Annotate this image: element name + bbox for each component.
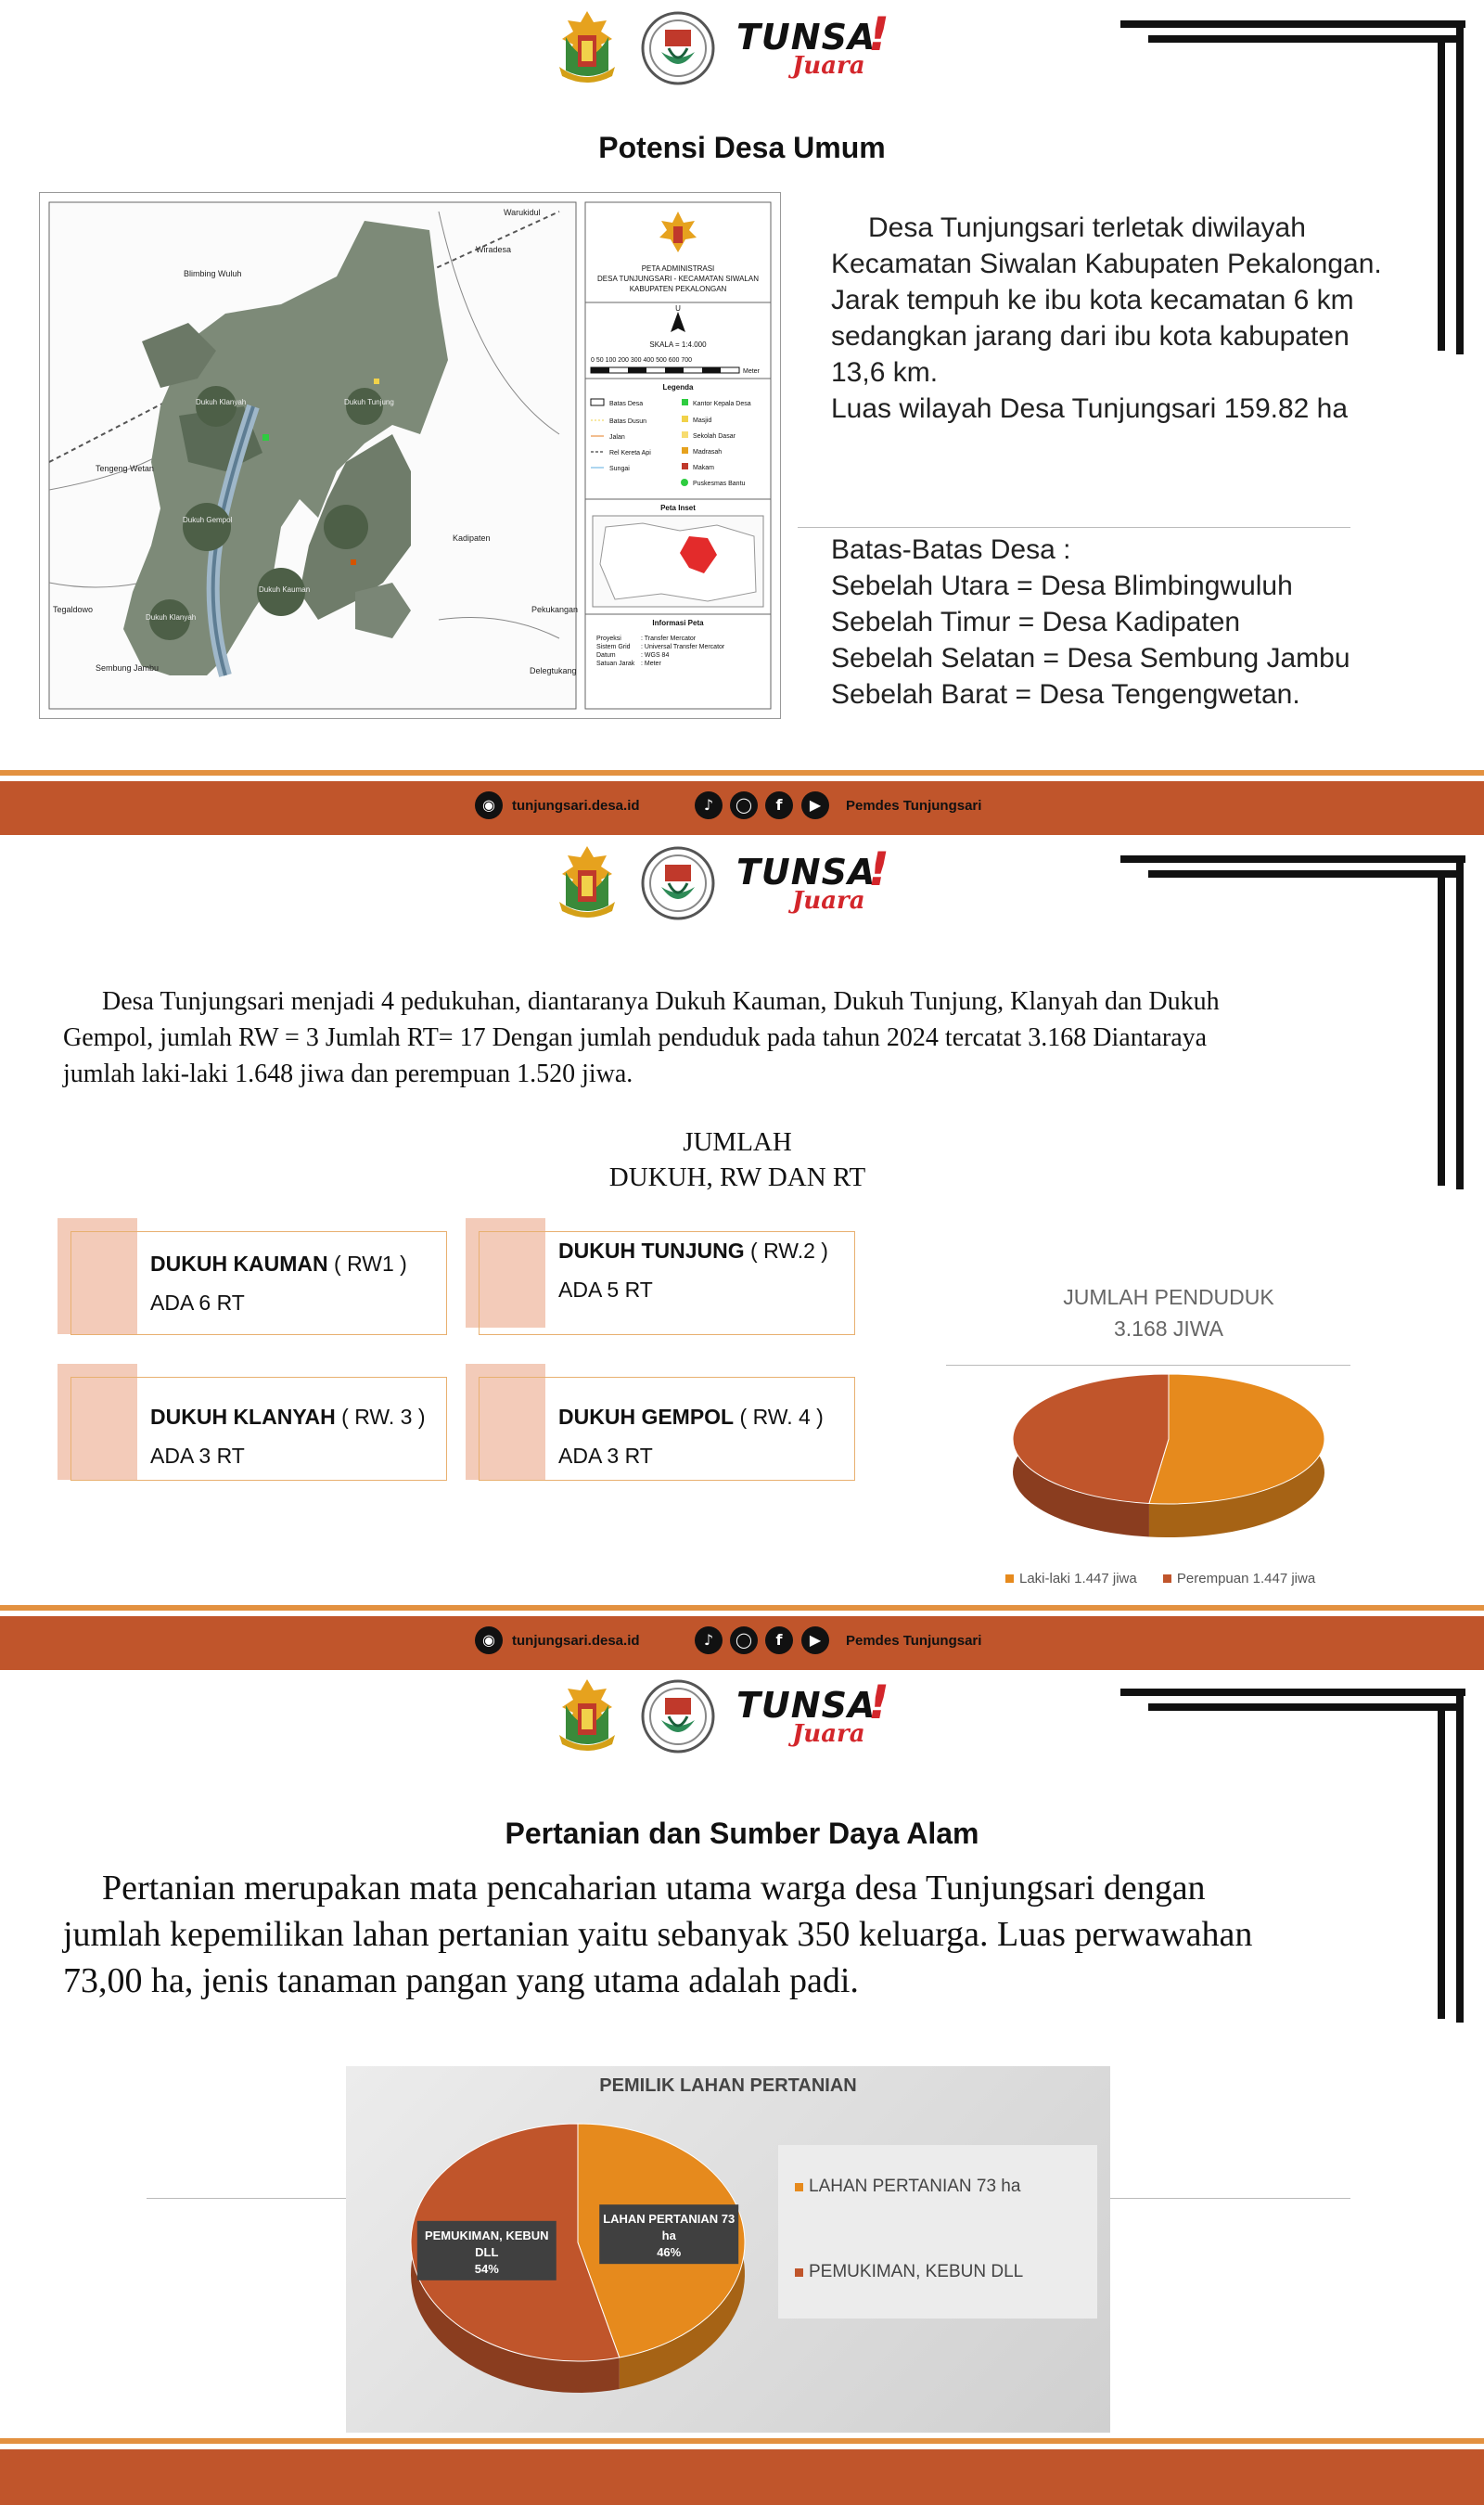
- section-title-potensi: Potensi Desa Umum: [598, 131, 886, 164]
- svg-text:Puskesmas Bantu: Puskesmas Bantu: [693, 481, 746, 487]
- map-inset-heading: Peta Inset: [660, 504, 696, 512]
- map-label: Delegtukang: [530, 666, 577, 675]
- brand-logo-text: TUNSA: [736, 852, 876, 893]
- description-line: 13,6 km.: [831, 357, 939, 388]
- brand-logo-exclamation: !: [868, 1676, 889, 1729]
- paragraph-line: Pertanian merupakan mata pencaharian utama warga desa Tunjungsari dengan: [102, 1869, 1206, 1908]
- map-legend-heading: Legenda: [662, 383, 694, 392]
- data-label-text: LAHAN PERTANIAN 73: [603, 2212, 736, 2227]
- brand-logo-text: TUNSA: [736, 17, 876, 58]
- brand-logo-sub: Juara: [792, 52, 865, 80]
- map-title-line: DESA TUNJUNGSARI - KECAMATAN SIWALAN: [597, 275, 759, 283]
- description-line: Luas wilayah Desa Tunjungsari 159.82 ha: [831, 393, 1349, 424]
- map-info-heading: Informasi Peta: [652, 619, 704, 627]
- instagram-icon[interactable]: ◯: [730, 791, 758, 819]
- border-line: Sebelah Barat = Desa Tengengwetan.: [831, 679, 1300, 710]
- data-label-text: ha: [661, 2229, 676, 2243]
- svg-text:Sekolah Dasar: Sekolah Dasar: [693, 433, 736, 440]
- globe-icon[interactable]: ◉: [475, 1626, 503, 1654]
- population-chart: [983, 1276, 1373, 1600]
- paragraph-line: Gempol, jumlah RW = 3 Jumlah RT= 17 Dengan jumlah penduduk pada tahun 2024 tercatat 3.168 Diantaraya: [63, 1023, 1208, 1052]
- map-dukuh-label: Dukuh Gempol: [183, 516, 233, 524]
- website-link[interactable]: tunjungsari.desa.id: [512, 1633, 640, 1649]
- facebook-icon[interactable]: f: [765, 791, 793, 819]
- social-account-name[interactable]: Pemdes Tunjungsari: [846, 1633, 982, 1649]
- section3-paragraph: [63, 1865, 1417, 2004]
- map-label: Warukidul: [504, 208, 541, 217]
- legend-item: [1163, 1571, 1315, 1586]
- section-title-pertanian: Pertanian dan Sumber Daya Alam: [505, 1817, 979, 1850]
- divider: [798, 527, 1350, 528]
- data-label-text: 54%: [474, 2261, 499, 2276]
- pie-data-label: [417, 2221, 556, 2280]
- legend-label-male: Laki-laki 1.447 jiwa: [1019, 1571, 1137, 1586]
- description-line: sedangkan jarang dari ibu kota kabupaten: [831, 321, 1350, 352]
- chart-title: JUMLAH PENDUDUK: [1063, 1285, 1274, 1309]
- dukuh-name: DUKUH GEMPOL ( RW. 4 ): [558, 1405, 824, 1429]
- map-scale-unit: Meter: [743, 368, 760, 375]
- map-dukuh-label: Dukuh Klanyah: [196, 398, 247, 406]
- globe-icon[interactable]: ◉: [475, 791, 503, 819]
- dukuh-name: DUKUH KAUMAN ( RW1 ): [150, 1252, 407, 1276]
- brand-logo-sub: Juara: [792, 887, 865, 915]
- border-line: Sebelah Utara = Desa Blimbingwuluh: [831, 571, 1293, 601]
- border-line: Sebelah Selatan = Desa Sembung Jambu: [831, 643, 1350, 674]
- paragraph-line: Desa Tunjungsari menjadi 4 pedukuhan, diantaranya Dukuh Kauman, Dukuh Tunjung, Klanyah dan Dukuh: [102, 987, 1220, 1016]
- map-label: Sembung Jambu: [96, 663, 160, 673]
- header-logos: [555, 1677, 907, 1752]
- legend-label-settlement: PEMUKIMAN, KEBUN DLL: [809, 2262, 1024, 2281]
- chart-legend: [1005, 1571, 1414, 1586]
- dukuh-card-gempol: [466, 1364, 855, 1480]
- svg-text:Madrasah: Madrasah: [693, 449, 723, 456]
- svg-text:: Universal Transfer Mercator: : Universal Transfer Mercator: [641, 644, 725, 650]
- footer-bar: [0, 2449, 1484, 2505]
- svg-text:Sistem Grid: Sistem Grid: [596, 644, 631, 650]
- facebook-icon[interactable]: f: [765, 1626, 793, 1654]
- svg-text:Jalan: Jalan: [609, 434, 625, 441]
- regency-emblem-icon: [555, 844, 620, 918]
- legend-label-female: Perempuan 1.447 jiwa: [1176, 1571, 1316, 1586]
- ministry-seal-icon: [641, 846, 715, 920]
- svg-text:Kantor Kepala Desa: Kantor Kepala Desa: [693, 401, 751, 407]
- footer-accent-line: [0, 1605, 1484, 1611]
- data-label-text: DLL: [475, 2244, 499, 2259]
- dukuh-rt-count: ADA 3 RT: [150, 1444, 245, 1468]
- map-dukuh-label: Dukuh Tunjung: [344, 398, 394, 406]
- instagram-icon[interactable]: ◯: [730, 1626, 758, 1654]
- village-map-image: [40, 193, 780, 718]
- land-chart: [346, 2066, 1110, 2433]
- paragraph-line: jumlah laki-laki 1.648 jiwa dan perempuan 1.520 jiwa.: [63, 1060, 633, 1088]
- svg-text:Batas Dusun: Batas Dusun: [609, 418, 647, 425]
- population-pie: [983, 1367, 1354, 1561]
- regency-emblem-icon: [555, 9, 620, 84]
- dukuh-card-kauman: [58, 1218, 447, 1334]
- svg-text:Batas Desa: Batas Desa: [609, 401, 644, 407]
- map-scale-label: SKALA = 1:4.000: [649, 340, 707, 349]
- svg-text:Sungai: Sungai: [609, 466, 630, 472]
- map-label: Pekukangan: [531, 605, 579, 614]
- description-line: Jarak tempuh ke ibu kota kecamatan 6 km: [831, 285, 1354, 315]
- svg-text:: Transfer Mercator: : Transfer Mercator: [641, 636, 697, 642]
- chart-legend: [778, 2145, 1097, 2319]
- dukuh-name: DUKUH TUNJUNG ( RW.2 ): [558, 1239, 828, 1263]
- pie-data-label: [599, 2204, 738, 2264]
- svg-text:Masjid: Masjid: [693, 418, 712, 424]
- divider: [946, 1365, 1350, 1366]
- brand-logo-text: TUNSA: [736, 1685, 876, 1726]
- village-map: [39, 192, 781, 719]
- brand-logo-sub: Juara: [792, 1720, 865, 1748]
- land-pie: [402, 2113, 810, 2409]
- dukuh-card-frame: [70, 1231, 447, 1335]
- map-dukuh-label: Dukuh Klanyah: [146, 613, 197, 622]
- section1-description: [831, 210, 1443, 427]
- map-scale-ticks: 0 50 100 200 300 400 500 600 700: [591, 357, 692, 364]
- svg-text:: Meter: : Meter: [641, 661, 661, 667]
- tiktok-icon[interactable]: ♪: [695, 1626, 723, 1654]
- brand-logo-exclamation: !: [868, 842, 889, 896]
- section2-paragraph: [63, 983, 1417, 1092]
- website-link[interactable]: tunjungsari.desa.id: [512, 798, 640, 814]
- svg-text:Satuan Jarak: Satuan Jarak: [596, 661, 635, 667]
- dukuh-heading-line1: JUMLAH: [683, 1127, 792, 1157]
- data-label-text: 46%: [657, 2245, 682, 2260]
- map-north-label: U: [675, 304, 681, 313]
- header-logos: [555, 844, 907, 918]
- legend-item: [795, 2262, 1023, 2282]
- map-label: Kadipaten: [453, 533, 491, 543]
- border-line: Sebelah Timur = Desa Kadipaten: [831, 607, 1241, 637]
- map-label: Tegaldowo: [53, 605, 94, 614]
- chart-subtitle: 3.168 JIWA: [1113, 1317, 1224, 1341]
- footer-accent-line: [0, 2438, 1484, 2444]
- svg-text:: WGS 84: : WGS 84: [641, 652, 670, 659]
- ministry-seal-icon: [641, 1679, 715, 1754]
- description-line: Desa Tunjungsari terletak diwilayah: [868, 212, 1306, 243]
- map-title-line: PETA ADMINISTRASI: [641, 264, 715, 273]
- tiktok-icon[interactable]: ♪: [695, 791, 723, 819]
- brand-logo-exclamation: !: [868, 7, 889, 61]
- data-label-text: PEMUKIMAN, KEBUN: [424, 2228, 549, 2242]
- map-label: Tengeng Wetan: [96, 464, 154, 473]
- chart-title: PEMILIK LAHAN PERTANIAN: [599, 2075, 857, 2096]
- paragraph-line: jumlah kepemilikan lahan pertanian yaitu sebanyak 350 keluarga. Luas perwawahan: [63, 1915, 1253, 1954]
- map-dukuh-label: Dukuh Kauman: [259, 585, 311, 594]
- legend-label-farmland: LAHAN PERTANIAN 73 ha: [809, 2177, 1021, 2196]
- village-borders: [831, 532, 1443, 713]
- dukuh-rt-count: ADA 3 RT: [558, 1444, 653, 1468]
- map-title-line: KABUPATEN PEKALONGAN: [629, 285, 727, 293]
- map-label: Blimbing Wuluh: [184, 269, 242, 278]
- youtube-icon[interactable]: ▶: [801, 1626, 829, 1654]
- dukuh-card-klanyah: [58, 1364, 447, 1480]
- borders-heading: Batas-Batas Desa :: [831, 534, 1071, 565]
- dukuh-name: DUKUH KLANYAH ( RW. 3 ): [150, 1405, 426, 1429]
- dukuh-heading: [552, 1124, 923, 1195]
- description-line: Kecamatan Siwalan Kabupaten Pekalongan.: [831, 249, 1382, 279]
- svg-text:Makam: Makam: [693, 465, 714, 471]
- svg-text:Rel Kereta Api: Rel Kereta Api: [609, 450, 651, 456]
- paragraph-line: 73,00 ha, jenis tanaman pangan yang utama adalah padi.: [63, 1961, 859, 2000]
- svg-text:Proyeksi: Proyeksi: [596, 636, 621, 642]
- footer-accent-line: [0, 770, 1484, 776]
- svg-text:Datum: Datum: [596, 652, 616, 659]
- ministry-seal-icon: [641, 11, 715, 85]
- dukuh-rt-count: ADA 5 RT: [558, 1278, 653, 1302]
- youtube-icon[interactable]: ▶: [801, 791, 829, 819]
- map-label: Wiradesa: [476, 245, 512, 254]
- dukuh-heading-line2: DUKUH, RW DAN RT: [608, 1163, 866, 1192]
- header-logos: [555, 9, 907, 84]
- social-account-name[interactable]: Pemdes Tunjungsari: [846, 798, 982, 814]
- legend-item: [1005, 1571, 1137, 1586]
- dukuh-card-tunjung: [466, 1218, 855, 1334]
- regency-emblem-icon: [555, 1677, 620, 1752]
- legend-item: [795, 2177, 1020, 2197]
- dukuh-rt-count: ADA 6 RT: [150, 1291, 245, 1315]
